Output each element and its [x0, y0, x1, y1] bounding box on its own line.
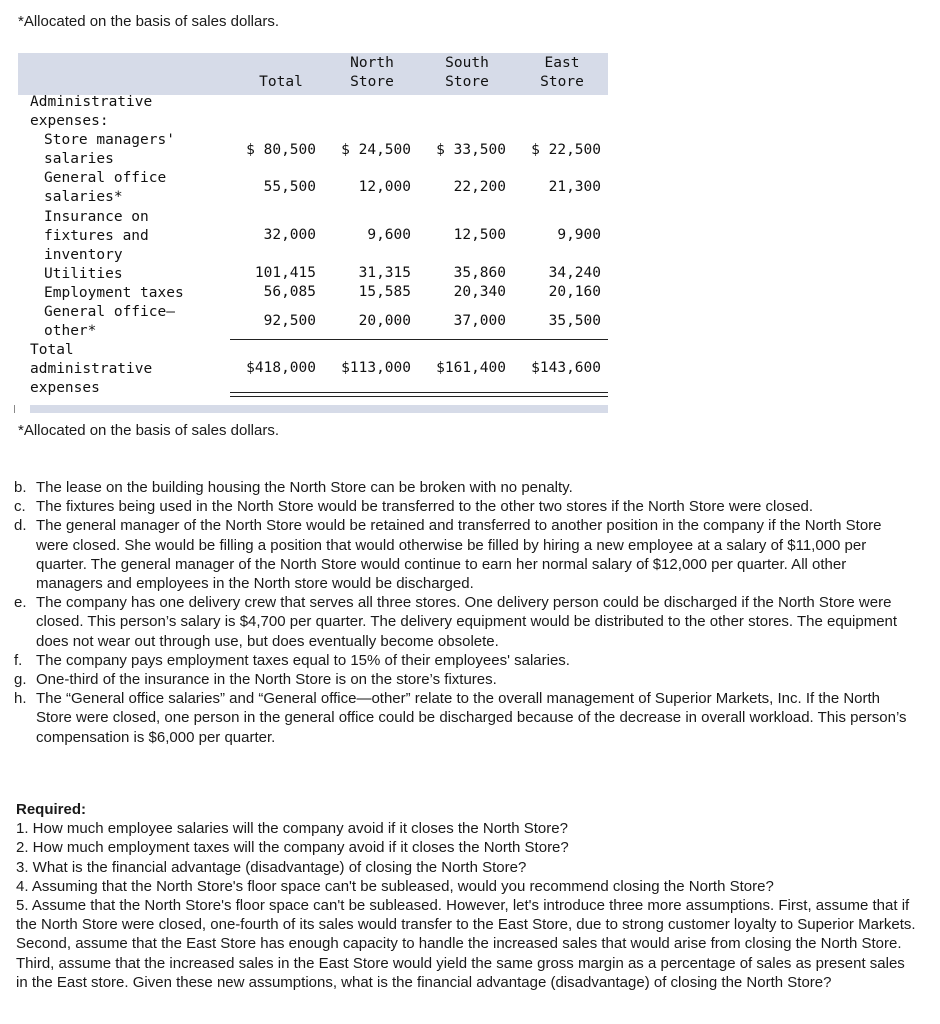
- item-text: The lease on the building housing the North Store can be broken with no penalty.: [36, 479, 573, 496]
- question: 1. How much employee salaries will the company avoid if it closes the North Store?: [16, 820, 568, 838]
- cell-north: 20,000: [358, 313, 411, 329]
- item-letter: e.: [14, 594, 27, 612]
- cell-total: 56,085: [263, 284, 316, 300]
- cell-south: 12,500: [453, 227, 506, 243]
- cell-north: 31,315: [358, 265, 411, 281]
- cell-east: 21,300: [548, 179, 601, 195]
- table-bottom-tick: [14, 405, 15, 413]
- cell-total: 92,500: [263, 313, 316, 329]
- cell-north: 12,000: [358, 179, 411, 195]
- top-footnote: *Allocated on the basis of sales dollars.: [18, 13, 279, 30]
- cell-east: 20,160: [548, 284, 601, 300]
- question: 3. What is the financial advantage (disadvantage) of closing the North Store?: [16, 858, 527, 876]
- double-rule-bottom: [230, 396, 608, 397]
- item-letter: f.: [14, 651, 23, 669]
- list-item: [14, 478, 914, 497]
- header-total: Total: [259, 74, 303, 90]
- row-label-utilities: Utilities: [44, 266, 123, 282]
- bottom-footnote: *Allocated on the basis of sales dollars.: [18, 422, 279, 439]
- cell-total: 55,500: [263, 179, 316, 195]
- list-item: [14, 651, 914, 670]
- item-letter: c.: [14, 498, 26, 516]
- row-label-insurance: Insurance on fixtures and inventory: [44, 209, 149, 263]
- row-label-total: Total administrative expenses: [30, 342, 153, 396]
- row-label-general-office-salaries: General office salaries*: [44, 170, 167, 205]
- cell-south: 35,860: [453, 265, 506, 281]
- list-item: [14, 516, 914, 593]
- required-title: Required:: [16, 801, 87, 818]
- list-item: [14, 670, 914, 689]
- assumption-list: [14, 478, 914, 747]
- cell-south: $161,400: [436, 360, 506, 376]
- item-text: The general manager of the North Store would be retained and transferred to another position in the company if the North Store were closed. She would be filling a position that would otherwise be filled by hiring a new employee at a salary of $11,000 per quarter. The general manager of the North Store would continue to earn her normal salary of $12,000 per quarter. All other managers and employees in the North store would be discharged.: [36, 517, 882, 593]
- row-label-employment-taxes: Employment taxes: [44, 285, 184, 301]
- cell-south: 37,000: [453, 313, 506, 329]
- question: 4. Assuming that the North Store's floor space can't be subleased, would you recommend closing the North Store?: [16, 877, 774, 895]
- row-label-store-managers: Store managers' salaries: [44, 132, 175, 167]
- row-label-general-office-other: General office— other*: [44, 304, 175, 339]
- list-item: [14, 689, 914, 747]
- question: 2. How much employment taxes will the company avoid if it closes the North Store?: [16, 839, 569, 857]
- list-item: [14, 593, 914, 651]
- cell-total: $418,000: [246, 360, 316, 376]
- item-text: The company has one delivery crew that serves all three stores. One delivery person could be discharged if the North Store were closed. This person’s salary is $4,700 per quarter. The delivery equipment would be distributed to the other stores. The equipment does not wear out through use, but does eventually become obsolete.: [36, 594, 898, 650]
- item-letter: d.: [14, 517, 27, 535]
- subtotal-rule: [230, 339, 608, 340]
- cell-east: $143,600: [531, 360, 601, 376]
- cell-north: $113,000: [341, 360, 411, 376]
- table-bottom-band: [30, 405, 608, 413]
- cell-east: 9,900: [557, 227, 601, 243]
- header-north-store: North Store: [350, 55, 394, 90]
- cell-east: 34,240: [548, 265, 601, 281]
- item-text: The “General office salaries” and “General office—other” relate to the overall management of Superior Markets, Inc. If the North Store were closed, one person in the general office could be discharged because of the decrease in overall workload. This person’s compensation is $6,000 per quarter.: [36, 690, 907, 746]
- cell-south: 20,340: [453, 284, 506, 300]
- list-item: [14, 497, 914, 516]
- item-text: One-third of the insurance in the North Store is on the store’s fixtures.: [36, 671, 497, 689]
- cell-south: $ 33,500: [436, 142, 506, 158]
- header-east-store: East Store: [540, 55, 584, 90]
- item-letter: b.: [14, 479, 27, 496]
- cell-south: 22,200: [453, 179, 506, 195]
- section-label: Administrative expenses:: [30, 94, 153, 129]
- cell-north: 15,585: [358, 284, 411, 300]
- cell-north: 9,600: [367, 227, 411, 243]
- item-text: The fixtures being used in the North Store would be transferred to the other two stores if the North Store were closed.: [36, 498, 814, 516]
- double-rule-top: [230, 392, 608, 393]
- cell-east: 35,500: [548, 313, 601, 329]
- item-text: The company pays employment taxes equal to 15% of their employees' salaries.: [36, 651, 570, 669]
- item-letter: h.: [14, 690, 27, 708]
- cell-total: $ 80,500: [246, 142, 316, 158]
- cell-east: $ 22,500: [531, 142, 601, 158]
- header-south-store: South Store: [445, 55, 489, 90]
- item-letter: g.: [14, 671, 27, 689]
- required-section: [16, 800, 916, 992]
- cell-total: 101,415: [254, 265, 316, 281]
- cell-total: 32,000: [263, 227, 316, 243]
- question: 5. Assume that the North Store's floor space can't be subleased. However, let's introduce three more assumptions. First, assume that if the North Store were closed, one-fourth of its sales would transfer to the East Store, due to strong customer loyalty to Superior Markets. Second, assume that the East Store has enough capacity to handle the increased sales that would arise from closing the North Store. Third, assume that the increased sales in the East Store would yield the same gross margin as a percentage of sales as present sales in the East store. Given these new assumptions, what is the financial advantage (disadvantage) of closing the North Store?: [16, 897, 916, 991]
- cell-north: $ 24,500: [341, 142, 411, 158]
